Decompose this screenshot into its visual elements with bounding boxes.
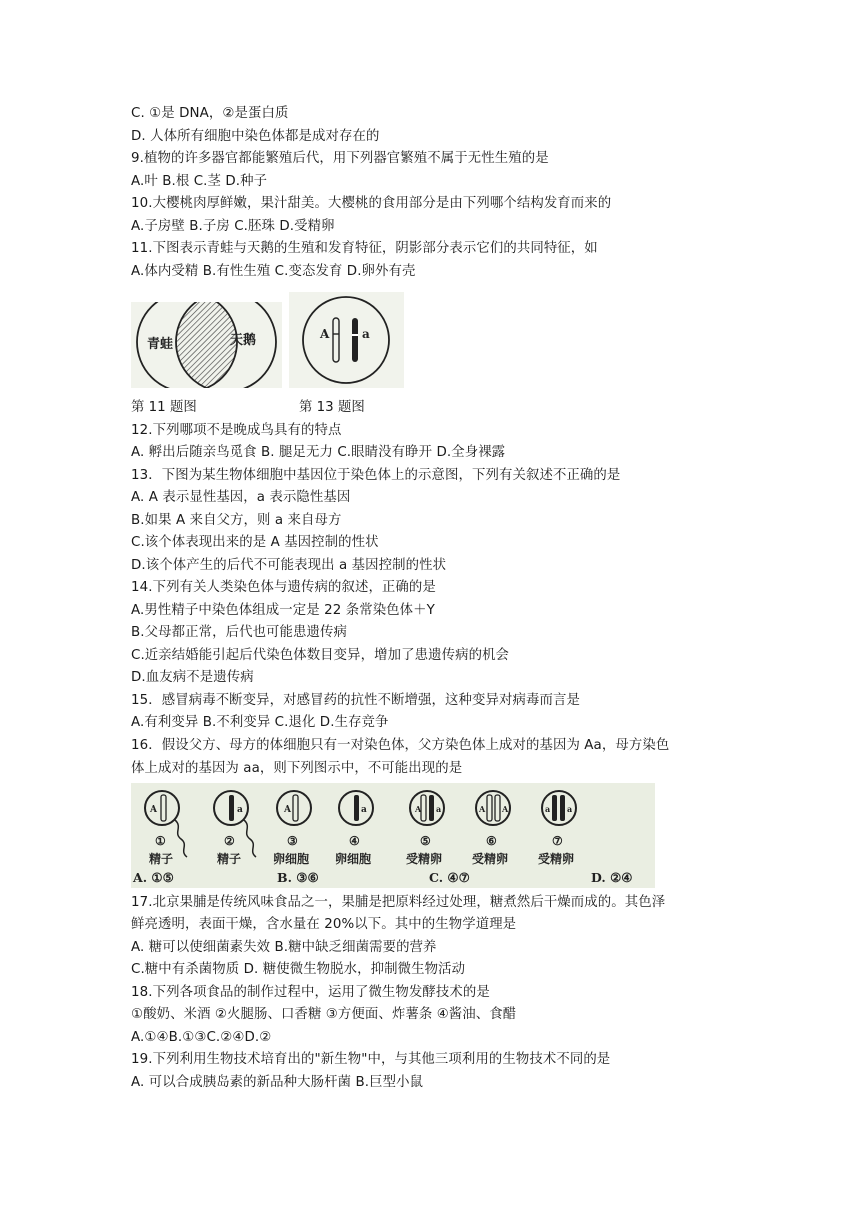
cell-number: ② [224,834,235,848]
answer-option: D. ②④ [591,870,633,885]
cell-name: 精子 [149,852,174,866]
cell-number: ⑥ [486,834,497,848]
svg-text:a: a [361,805,367,815]
figure-caption: 第 13 题图 [299,400,365,415]
svg-text:A: A [150,805,157,815]
text-line: A. 孵出后随亲鸟觅食 B. 腿足无力 C.眼睛没有睁开 D.全身裸露 [131,445,506,460]
text-line: 10.大樱桃肉厚鲜嫩，果汁甜美。大樱桃的食用部分是由下列哪个结构发育而来的 [131,196,612,211]
svg-text:a: a [237,805,243,815]
gene-cells-figure [131,783,655,888]
cell-name: 受精卵 [472,852,509,866]
text-line: A.子房壁 B.子房 C.胚珠 D.受精卵 [131,219,335,234]
text-line: 16．假设父方、母方的体细胞只有一对染色体，父方染色体上成对的基因为 Aa，母方染色 [131,738,670,753]
text-line: C.近亲结婚能引起后代染色体数目变异，增加了患遗传病的机会 [131,648,510,663]
text-line: B.如果 A 来自父方，则 a 来自母方 [131,513,342,528]
text-line: D.该个体产生的后代不可能表现出 a 基因控制的性状 [131,558,447,573]
text-line: ①酸奶、米酒 ②火腿肠、口香糖 ③方便面、炸薯条 ④酱油、食醋 [131,1007,517,1022]
text-line: A.体内受精 B.有性生殖 C.变态发育 D.卵外有壳 [131,264,416,279]
text-line: A.男性精子中染色体组成一定是 22 条常染色体＋Y [131,603,435,618]
text-line: A. A 表示显性基因，a 表示隐性基因 [131,490,351,505]
cell-number: ① [155,834,166,848]
chromosome-cell-figure [289,292,404,388]
text-line: 11.下图表示青蛙与天鹅的生殖和发育特征，阴影部分表示它们的共同特征，如 [131,241,598,256]
text-line: 9.植物的许多器官都能繁殖后代，用下列器官繁殖不属于无性生殖的是 [131,151,549,166]
text-line: A.①④B.①③C.②④D.② [131,1030,272,1045]
answer-option: A. ①⑤ [133,870,174,885]
svg-text:a: a [567,804,573,814]
gene-label-recessive: a [362,327,370,341]
svg-text:A: A [415,804,422,814]
text-line: 15．感冒病毒不断变异，对感冒药的抗性不断增强，这种变异对病毒而言是 [131,693,580,708]
venn-diagram-figure [131,302,282,388]
cell-name: 受精卵 [406,852,443,866]
text-line: A.叶 B.根 C.茎 D.种子 [131,174,268,189]
venn-right-label: 天鹅 [230,333,257,348]
text-line: 12.下列哪项不是晚成鸟具有的特点 [131,423,342,438]
text-line: 14.下列有关人类染色体与遗传病的叙述，正确的是 [131,580,436,595]
text-line: A.有利变异 B.不利变异 C.退化 D.生存竞争 [131,715,389,730]
gene-label-dominant: A [320,327,330,341]
venn-left-label: 青蛙 [147,337,174,352]
cell-name: 受精卵 [538,852,575,866]
svg-text:A: A [502,804,509,814]
text-line: D.血友病不是遗传病 [131,670,254,685]
text-line: C.糖中有杀菌物质 D. 糖使微生物脱水，抑制微生物活动 [131,962,466,977]
text-line: A. 可以合成胰岛素的新品种大肠杆菌 B.巨型小鼠 [131,1075,424,1090]
text-line: D. 人体所有细胞中染色体都是成对存在的 [131,129,380,144]
cell-number: ④ [349,834,360,848]
text-line: 鲜亮透明，表面干燥，含水量在 20%以下。其中的生物学道理是 [131,917,517,932]
svg-text:a: a [436,804,442,814]
text-line: A. 糖可以使细菌素失效 B.糖中缺乏细菌需要的营养 [131,940,437,955]
cell-name: 精子 [217,852,242,866]
text-line: 13．下图为某生物体细胞中基因位于染色体上的示意图，下列有关叙述不正确的是 [131,468,621,483]
text-line: C.该个体表现出来的是 A 基因控制的性状 [131,535,379,550]
answer-option: B. ③⑥ [277,870,319,885]
cell-number: ⑤ [420,834,431,848]
text-line: C. ①是 DNA，②是蛋白质 [131,106,289,121]
svg-text:A: A [479,804,486,814]
text-line: 19.下列利用生物技术培育出的"新生物"中，与其他三项利用的生物技术不同的是 [131,1052,611,1067]
text-line: 体上成对的基因为 aa，则下列图示中，不可能出现的是 [131,761,463,776]
text-line: 17.北京果脯是传统风味食品之一，果脯是把原料经过处理，糖煮然后干燥而成的。其色泽 [131,895,666,910]
svg-text:A: A [284,805,291,815]
cell-number: ⑦ [552,834,563,848]
answer-option: C. ④⑦ [429,870,470,885]
text-line: B.父母都正常，后代也可能患遗传病 [131,625,348,640]
svg-text:a: a [545,804,551,814]
cell-name: 卵细胞 [273,852,310,866]
cell-number: ③ [287,834,298,848]
figure-caption: 第 11 题图 [131,400,197,415]
cell-name: 卵细胞 [335,852,372,866]
text-line: 18.下列各项食品的制作过程中，运用了微生物发酵技术的是 [131,985,490,1000]
